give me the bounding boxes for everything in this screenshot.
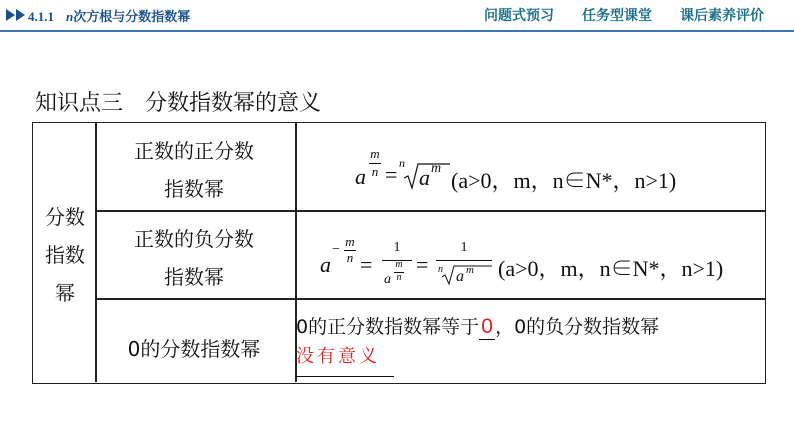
frac2-radicand-base: a [456, 268, 464, 285]
formula-equals: = [360, 252, 373, 277]
category-line: 指数 [45, 243, 85, 267]
answer-blank-1: 0 [479, 315, 495, 340]
formula-exp-minus: − [332, 242, 340, 257]
row2-label [96, 220, 292, 296]
nav-tab-preview[interactable]: 问题式预习 [484, 8, 554, 24]
top-bar [0, 0, 794, 30]
formula-base: a [355, 164, 366, 189]
frac1-den-base: a [384, 272, 391, 287]
table-divider [95, 298, 765, 300]
nav-tab-evaluation[interactable]: 课后素养评价 [680, 8, 764, 24]
frac1-numerator: 1 [393, 240, 401, 255]
page-heading [35, 86, 321, 117]
row3-statement [296, 312, 659, 340]
frac1-den-exp-den: n [396, 272, 402, 283]
row1-label [96, 132, 292, 208]
row3-label: 0的分数指数幂 [127, 337, 261, 361]
row1-label-line: 指数幂 [164, 177, 224, 201]
category-line: 分数 [45, 205, 85, 229]
formula-root-index: n [399, 156, 405, 170]
section-variable: n [66, 9, 74, 24]
category-cell [36, 198, 94, 312]
answer-blank-2: 没有意义 [296, 342, 394, 377]
row3-text-before: 0的正分数指数幂等于 [296, 316, 480, 338]
category-line: 幂 [55, 281, 75, 305]
table-divider [95, 210, 765, 212]
formula-exp-den: n [371, 164, 379, 179]
nav-tab-classroom[interactable]: 任务型课堂 [582, 8, 652, 24]
frac2-numerator: 1 [460, 240, 468, 255]
formula-base: a [320, 252, 331, 277]
row3-text-after: ，0的负分数指数幂 [495, 316, 660, 338]
heading-topic: 分数指数幂的意义 [145, 91, 322, 116]
row1-label-line: 正数的正分数 [134, 139, 254, 163]
formula-condition: (a>0，m，n∈N*，n>1) [451, 168, 677, 193]
formula-equals-2: = [416, 252, 429, 277]
section-title [28, 6, 190, 25]
row2-label-line: 指数幂 [164, 265, 224, 289]
frac2-root-index: n [438, 264, 443, 275]
section-name: 次方根与分数指数幂 [73, 9, 191, 24]
formula-condition: (a>0，m，n∈N*，n>1) [498, 256, 724, 281]
play-arrows-icon [6, 9, 25, 21]
formula-exp-den: n [346, 250, 354, 265]
formula-equals: = [385, 162, 398, 187]
formula-exp-num: m [345, 234, 355, 249]
nav-tabs [484, 5, 764, 25]
frac2-radicand-exp: m [466, 264, 474, 276]
formula-radicand-base: a [419, 165, 430, 190]
formula-exp-num: m [370, 146, 380, 161]
header-divider [0, 30, 794, 32]
row2-label-line: 正数的负分数 [134, 227, 254, 251]
heading-knowledge-point: 知识点三 [35, 91, 124, 116]
section-number: 4.1.1 [28, 9, 54, 24]
formula-radicand-exp: m [431, 161, 442, 176]
frac1-den-exp-num: m [395, 259, 403, 270]
frac2-bar [436, 260, 492, 261]
